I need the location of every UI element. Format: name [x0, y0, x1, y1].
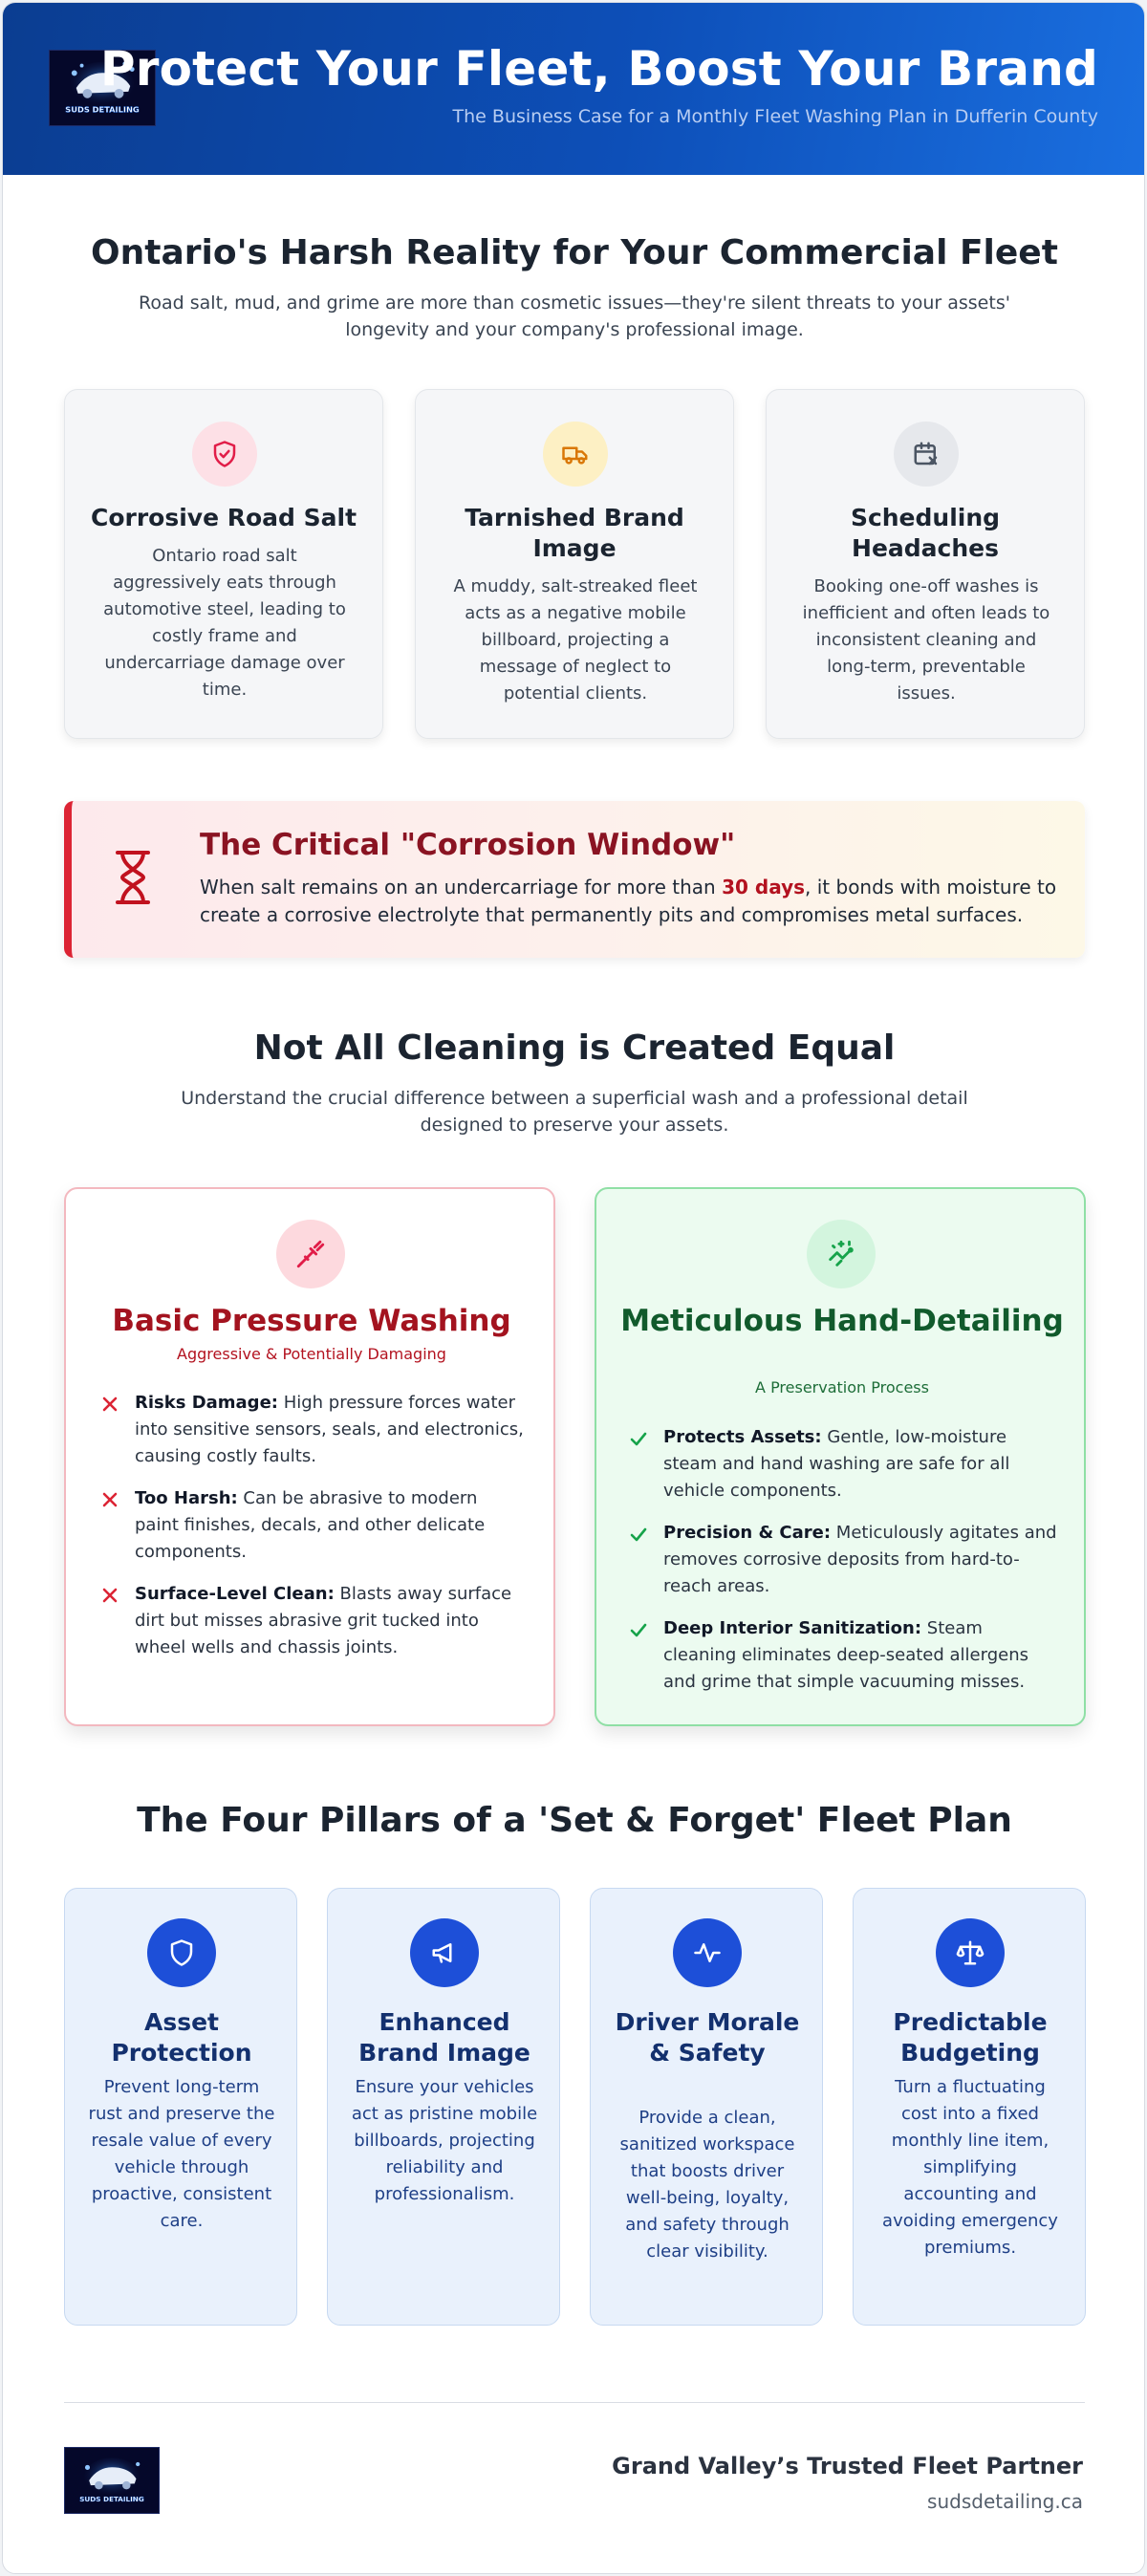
- footer-website-link[interactable]: sudsdetailing.ca: [927, 2490, 1083, 2513]
- list-item: Protects Assets: Gentle, low-moisture steam and hand washing are safe for all vehicle components.: [627, 1424, 1057, 1504]
- corrosion-window-callout: [64, 801, 1085, 958]
- corrosion-title: The Critical "Corrosion Window": [200, 828, 736, 862]
- list-item: Precision & Care: Meticulously agitates and removes corrosive deposits from hard-to-reach areas.: [627, 1520, 1057, 1600]
- header-banner: [3, 3, 1145, 175]
- reality-lead: Road salt, mud, and grime are more than cosmetic issues—they're silent threats to your assets' longevity and your company's professional image.: [139, 292, 1010, 340]
- scale-icon: [936, 1918, 1005, 1987]
- list-item: Risks Damage: High pressure forces water into sensitive sensors, seals, and electronics, causing costly faults.: [98, 1390, 527, 1470]
- check-mark-icon: [629, 1525, 648, 1544]
- x-mark-icon: [100, 1395, 119, 1414]
- hourglass-icon: [114, 849, 152, 906]
- pillar-title: Predictable Budgeting: [893, 2008, 1048, 2067]
- footer-divider: [64, 2402, 1085, 2403]
- threat-title: Scheduling Headaches: [850, 504, 1001, 562]
- pillar-title: Asset Protection: [111, 2008, 252, 2067]
- truck-icon: [543, 422, 608, 487]
- list-item: Surface-Level Clean: Blasts away surface dirt but misses abrasive grit tucked into wheel wells and chassis joints.: [98, 1581, 527, 1661]
- page-title: Protect Your Fleet, Boost Your Brand: [99, 41, 1098, 97]
- threat-text: Ontario road salt aggressively eats through automotive steel, leading to costly frame and undercarriage damage over time.: [103, 546, 346, 700]
- pillar-text: Prevent long-term rust and preserve the resale value of every vehicle through proactive, consistent care.: [88, 2077, 275, 2231]
- sparkle-hand-icon: [807, 1220, 876, 1288]
- threat-card-road-salt: [64, 389, 383, 739]
- shield-icon: [192, 422, 257, 487]
- pillar-title: Enhanced Brand Image: [358, 2008, 530, 2067]
- corrosion-highlight: 30 days: [722, 876, 806, 898]
- x-mark-icon: [100, 1586, 119, 1605]
- pillar-card-driver-morale: [590, 1888, 823, 2326]
- pulse-icon: [673, 1918, 742, 1987]
- pillar-text: Turn a fluctuating cost into a fixed monthly line item, simplifying accounting and avoiding emergency premiums.: [882, 2077, 1058, 2258]
- comparison-lead: Understand the crucial difference between a superficial wash and a professional detail designed to preserve your assets.: [181, 1088, 968, 1136]
- page-subtitle: The Business Case for a Monthly Fleet Washing Plan in Dufferin County: [452, 106, 1098, 127]
- pillar-card-asset-protection: [64, 1888, 297, 2326]
- threat-text: Booking one-off washes is inefficient and often leads to inconsistent cleaning and long-term, preventable issues.: [802, 576, 1050, 704]
- pillar-card-brand-image: [327, 1888, 560, 2326]
- pillars-heading: The Four Pillars of a 'Set & Forget' Fleet Plan: [137, 1801, 1012, 1840]
- calendar-x-icon: [894, 422, 959, 487]
- corrosion-text: When salt remains on an undercarriage for more than 30 days, it bonds with moisture to create a corrosive electrolyte that permanently pits and compromises metal surfaces.: [200, 876, 1057, 926]
- list-item: Deep Interior Sanitization: Steam cleaning eliminates deep-seated allergens and grime that simple vacuuming misses.: [627, 1615, 1057, 1696]
- megaphone-icon: [410, 1918, 479, 1987]
- check-mark-icon: [629, 1620, 648, 1639]
- detail-subtitle: A Preservation Process: [755, 1378, 929, 1396]
- threat-text: A muddy, salt-streaked fleet acts as a negative mobile billboard, projecting a message of neglect to potential clients.: [453, 576, 698, 704]
- threat-title: Tarnished Brand Image: [465, 504, 684, 562]
- infographic-page: [2, 2, 1145, 2574]
- footer-tagline: Grand Valley’s Trusted Fleet Partner: [612, 2453, 1083, 2479]
- threat-card-scheduling: [766, 389, 1085, 739]
- threat-card-brand-image: [415, 389, 734, 739]
- pillar-text: Ensure your vehicles act as pristine mobile billboards, projecting reliability and professionalism.: [351, 2077, 538, 2204]
- brand-logo-text: SUDS DETAILING: [65, 104, 140, 115]
- list-item: Too Harsh: Can be abrasive to modern paint finishes, decals, and other delicate components.: [98, 1485, 527, 1566]
- check-mark-icon: [629, 1429, 648, 1448]
- threat-title: Corrosive Road Salt: [90, 504, 357, 531]
- detail-title: Meticulous Hand-Detailing: [620, 1304, 1064, 1338]
- pillar-title: Driver Morale & Safety: [615, 2008, 800, 2067]
- detail-benefit-list: [627, 1424, 1057, 1696]
- x-mark-icon: [100, 1490, 119, 1509]
- basic-title: Basic Pressure Washing: [112, 1304, 511, 1338]
- pillar-text: Provide a clean, sanitized workspace that boosts driver well-being, loyalty, and safety through clear visibility.: [619, 2108, 795, 2262]
- footer-logo-text: SUDS DETAILING: [79, 2495, 144, 2504]
- basic-risk-list: [98, 1390, 527, 1661]
- hand-detailing-card: [595, 1187, 1086, 1726]
- basic-subtitle: Aggressive & Potentially Damaging: [177, 1345, 446, 1363]
- pillar-card-budgeting: [853, 1888, 1086, 2326]
- pressure-washer-icon: [276, 1220, 345, 1288]
- basic-pressure-washing-card: [64, 1187, 555, 1726]
- reality-heading: Ontario's Harsh Reality for Your Commercial Fleet: [91, 233, 1058, 272]
- footer-logo: [64, 2447, 160, 2514]
- comparison-heading: Not All Cleaning is Created Equal: [253, 1028, 896, 1068]
- shield-icon: [147, 1918, 216, 1987]
